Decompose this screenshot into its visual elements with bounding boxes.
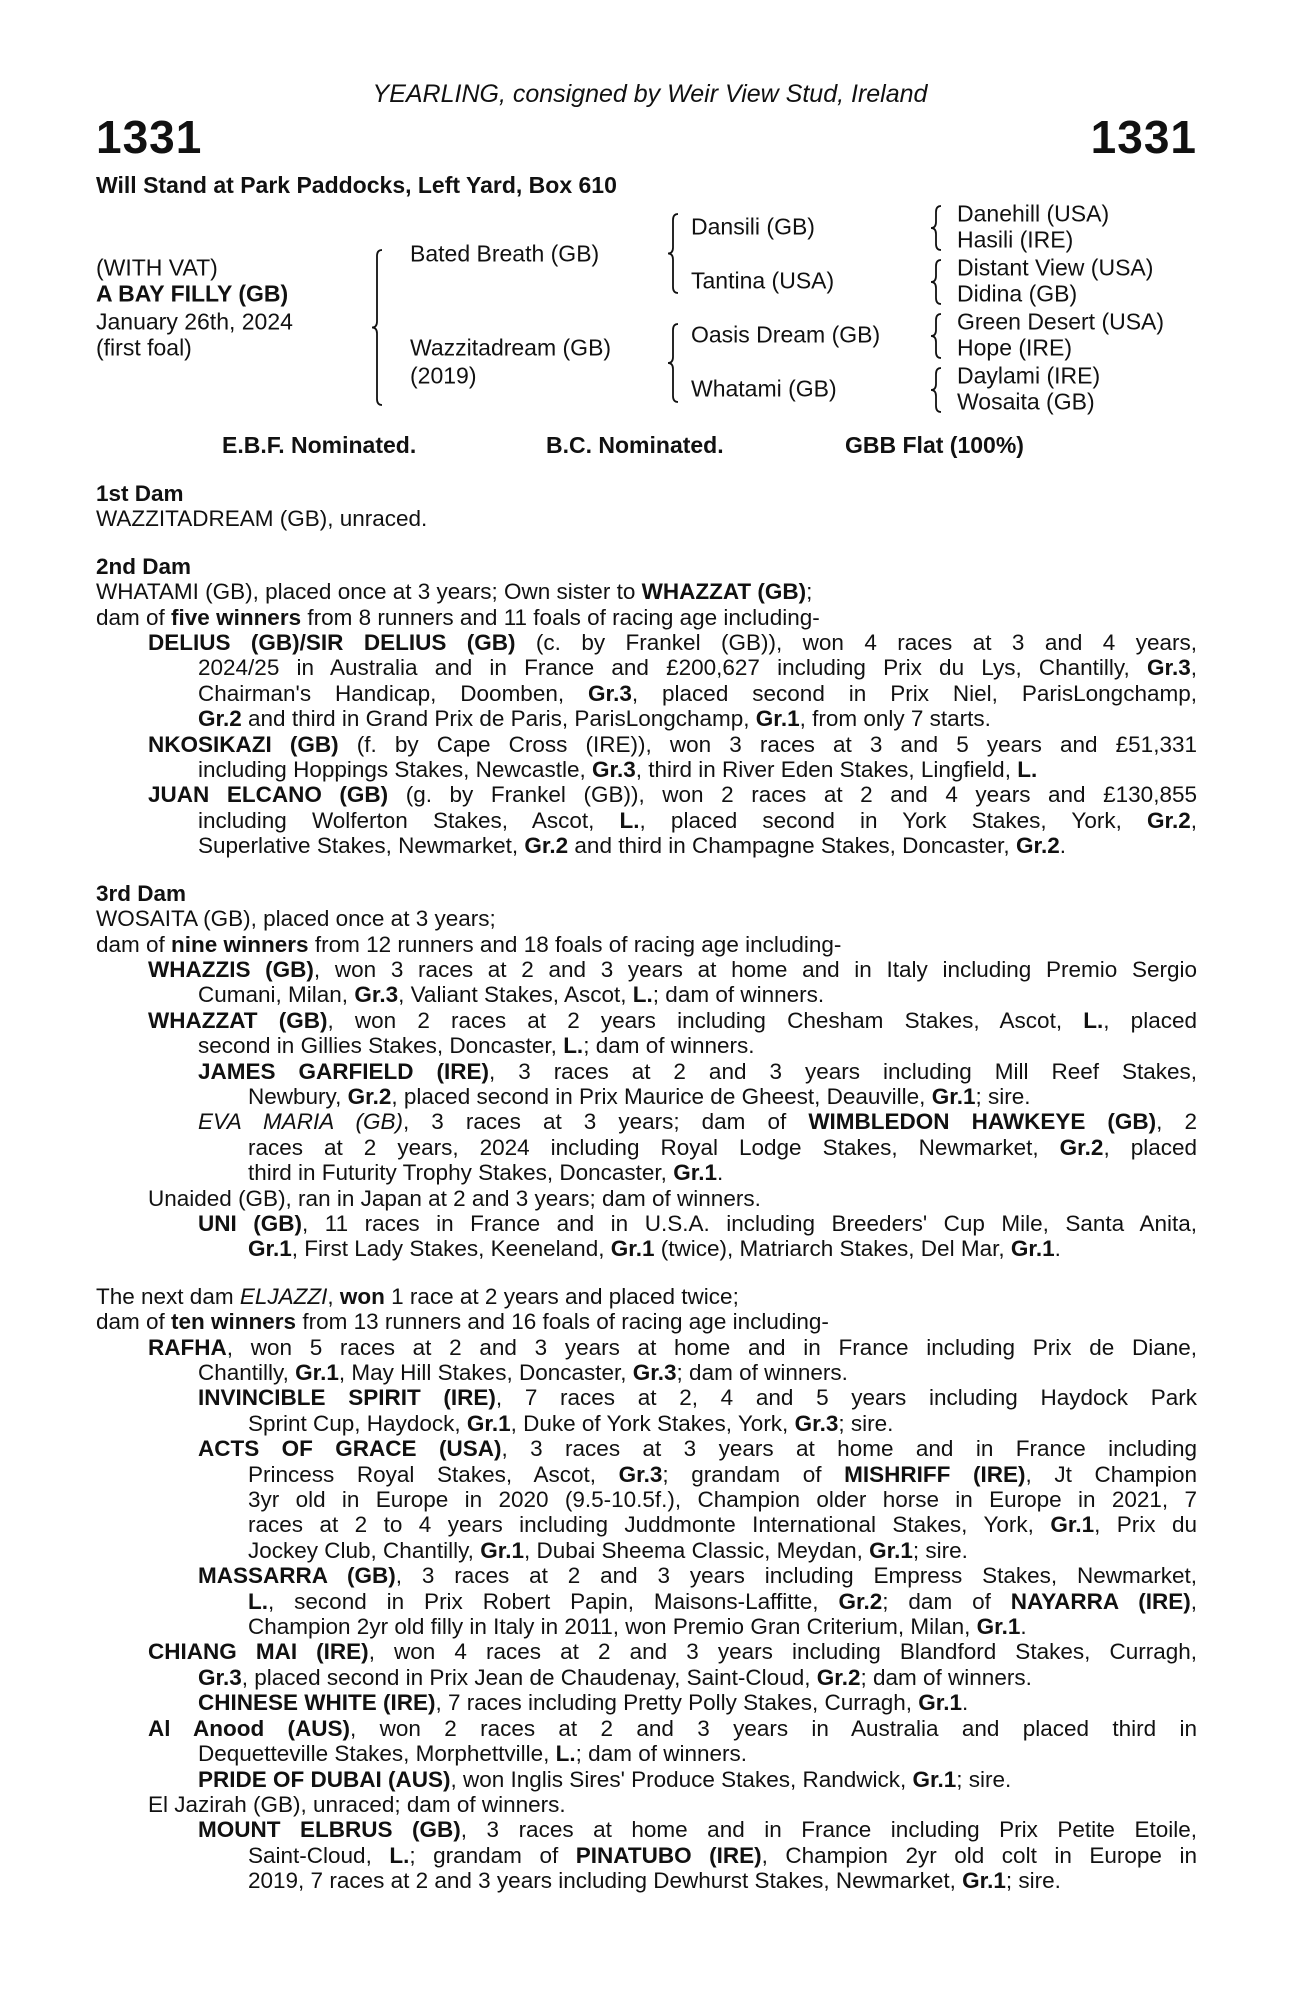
bold-text: Gr.1: [295, 1360, 339, 1385]
bold-text: Gr.2: [838, 1588, 883, 1614]
text-run: Princess Royal Stakes, Ascot,: [248, 1461, 619, 1487]
text-run: ; sire.: [975, 1083, 1031, 1109]
bold-text: won: [339, 1283, 385, 1309]
text-run: .: [1020, 1614, 1027, 1640]
produce-entry: [96, 1792, 1197, 1817]
produce-entry: [96, 630, 1197, 732]
dam-summary: [96, 1284, 1197, 1309]
produce-entry: [96, 782, 1197, 858]
text-run: ; grandam of: [409, 1842, 576, 1868]
lot-number-left: 1331: [96, 111, 203, 163]
bold-text: PINATUBO (IRE): [575, 1842, 762, 1868]
bold-text: ACTS OF GRACE (USA): [198, 1436, 502, 1462]
produce-entry: [96, 1335, 1197, 1386]
bold-text: CHIANG MAI (IRE): [148, 1639, 369, 1665]
bold-text: L.: [1083, 1007, 1104, 1033]
text-run: , 3 races at home and in France including Prix Petite Etoile,: [460, 1817, 1197, 1843]
text-line: [96, 1792, 1197, 1817]
text-run: , Dubai Sheema Classic, Meydan,: [523, 1537, 870, 1563]
brace-icon: [931, 206, 943, 250]
pedigree-dam: Wazzitadream (GB): [410, 334, 612, 361]
text-run: , placed second in Prix Maurice de Gheest, Deauville,: [391, 1083, 932, 1109]
ebf-nomination: E.B.F. Nominated.: [222, 432, 417, 458]
bold-text: L.: [632, 982, 653, 1008]
text-line: [96, 732, 1197, 757]
text-run: ; dam of winners.: [575, 1741, 747, 1767]
horse-name: A BAY FILLY (GB): [96, 280, 289, 307]
pedigree-gen3: Hasili (IRE): [957, 226, 1074, 253]
bold-text: Gr.1: [1010, 1236, 1055, 1262]
text-line: [96, 506, 1197, 531]
text-run: 2019, 7 races at 2 and 3 years including Dewhurst Stakes, Newmarket,: [248, 1868, 963, 1894]
text-line: [96, 655, 1197, 680]
text-line: [96, 1767, 1197, 1792]
text-run: WHATAMI (GB), placed once at 3 years; Own sister to: [96, 579, 642, 605]
text-run: Sprint Cup, Haydock,: [248, 1410, 467, 1436]
bold-text: five winners: [171, 604, 302, 630]
text-run: Chairman's Handicap, Doomben,: [198, 680, 589, 706]
bold-text: Gr.1: [673, 1160, 717, 1186]
text-run: ;: [806, 579, 813, 605]
pedigree-gen2: Dansili (GB): [691, 213, 815, 240]
text-run: , Prix du: [1094, 1512, 1198, 1538]
text-run: ; sire.: [956, 1766, 1012, 1792]
text-run: dam of: [96, 931, 172, 957]
text-run: , Valiant Stakes, Ascot,: [398, 982, 633, 1008]
bold-text: Gr.3: [198, 1664, 242, 1690]
bold-text: WHAZZAT (GB): [641, 579, 807, 605]
text-run: Champion 2yr old filly in Italy in 2011, won Premio Gran Criterium, Milan,: [248, 1614, 977, 1640]
text-run: , won 3 races at 2 and 3 years at home and in Italy including Premio Sergio: [313, 956, 1197, 982]
text-run: , 2: [1156, 1109, 1197, 1135]
text-run: ; dam of winners.: [652, 982, 825, 1008]
bold-text: Gr.1: [918, 1690, 963, 1716]
bold-text: Gr.3: [618, 1461, 663, 1487]
produce-record: [96, 481, 1197, 1916]
text-run: Superlative Stakes, Newmarket,: [198, 833, 525, 859]
text-line: [96, 579, 1197, 604]
produce-entry: [96, 1716, 1197, 1767]
text-line: [96, 1843, 1197, 1868]
text-line: [96, 1160, 1197, 1185]
vat-note: (WITH VAT): [96, 254, 218, 281]
text-run: , second in Prix Robert Papin, Maisons-Laffitte,: [268, 1588, 839, 1614]
text-run: ; sire.: [838, 1410, 894, 1436]
text-line: [96, 1059, 1197, 1084]
bold-text: DELIUS (GB)/SIR DELIUS (GB): [148, 630, 516, 656]
text-run: ,: [1190, 1588, 1197, 1614]
text-run: ; grandam of: [662, 1461, 845, 1487]
text-line: [96, 1360, 1197, 1385]
produce-entry: [96, 1186, 1197, 1211]
text-run: races at 2 years, 2024 including Royal Lodge Stakes, Newmarket,: [248, 1134, 1060, 1160]
dam-summary: [96, 906, 1197, 931]
text-run: Chantilly,: [198, 1360, 296, 1385]
text-run: Unaided (GB), ran in Japan at 2 and 3 years; dam of winners.: [148, 1185, 761, 1211]
produce-entry: [96, 1211, 1197, 1262]
bold-text: Gr.2: [1059, 1134, 1104, 1160]
bold-text: Gr.1: [466, 1410, 511, 1436]
text-run: dam of: [96, 1309, 172, 1335]
text-run: , won 2 races at 2 years including Chesham Stakes, Ascot,: [327, 1007, 1084, 1033]
text-line: [96, 1109, 1197, 1134]
text-line: [96, 1665, 1197, 1690]
text-line: [96, 1741, 1197, 1766]
brace-icon: [668, 214, 680, 293]
bold-text: WHAZZAT (GB): [148, 1007, 328, 1033]
pedigree-gen3: Hope (IRE): [957, 334, 1073, 361]
text-run: Saint-Cloud,: [248, 1842, 390, 1868]
text-line: [96, 782, 1197, 807]
bold-text: Gr.1: [976, 1614, 1021, 1640]
text-line: [96, 1385, 1197, 1410]
text-run: (f. by Cape Cross (IRE)), won 3 races at 3 and 5 years and £51,331: [338, 731, 1197, 757]
bold-text: L.: [563, 1033, 584, 1059]
bold-text: Gr.2: [1146, 807, 1191, 833]
dam-section: [96, 1284, 1197, 1894]
text-run: from 13 runners and 16 foals of racing age including-: [296, 1309, 829, 1335]
text-run: ; sire.: [1005, 1868, 1061, 1894]
text-line: [96, 757, 1197, 782]
text-run: Dequetteville Stakes, Morphettville,: [198, 1741, 556, 1767]
produce-entry: [96, 1563, 1197, 1639]
text-line: [96, 1868, 1197, 1893]
bold-text: Gr.1: [248, 1236, 292, 1262]
text-line: [96, 982, 1197, 1007]
text-run: , First Lady Stakes, Keeneland,: [291, 1236, 611, 1262]
text-run: , 3 races at 2 and 3 years including Empress Stakes, Newmarket,: [395, 1563, 1197, 1589]
bold-text: Gr.1: [610, 1236, 655, 1262]
text-run: races at 2 to 4 years including Juddmonte International Stakes, York,: [248, 1512, 1051, 1538]
bc-nomination: B.C. Nominated.: [546, 432, 724, 458]
text-run: and third in Champagne Stakes, Doncaster,: [568, 833, 1016, 859]
text-line: [96, 1186, 1197, 1211]
dam-summary: [96, 605, 1197, 630]
produce-entry: [96, 1690, 1197, 1715]
bold-text: Gr.2: [198, 706, 242, 732]
text-run: , won 4 races at 2 and 3 years including Blandford Stakes, Curragh,: [368, 1639, 1197, 1665]
text-line: [96, 932, 1197, 957]
text-run: 1 race at 2 years and placed twice;: [384, 1283, 739, 1309]
text-run: .: [962, 1690, 969, 1716]
pedigree-gen3: Daylami (IRE): [957, 362, 1101, 389]
foal-note: (first foal): [96, 334, 192, 361]
text-run: from 8 runners and 11 foals of racing age including-: [301, 604, 820, 630]
text-run: , placed: [1103, 1134, 1197, 1160]
text-run: , placed second in York Stakes, York,: [639, 807, 1147, 833]
bold-text: Gr.1: [912, 1766, 957, 1792]
text-run: ; dam of winners.: [583, 1033, 755, 1059]
italic-text: ELJAZZI: [239, 1283, 328, 1309]
dam-summary: [96, 932, 1197, 957]
text-line: [96, 1335, 1197, 1360]
foaling-date: January 26th, 2024: [96, 308, 293, 335]
text-run: .: [716, 1160, 724, 1186]
pedigree-gen3: Green Desert (USA): [957, 308, 1165, 335]
bold-text: WIMBLEDON HAWKEYE (GB): [808, 1109, 1157, 1135]
stabling-location: Will Stand at Park Paddocks, Left Yard, Box 610: [96, 172, 617, 198]
text-run: , third in River Eden Stakes, Lingfield,: [635, 757, 1018, 783]
bold-text: L.: [619, 807, 640, 833]
text-line: [96, 906, 1197, 931]
text-run: , 3 races at 3 years at home and in France including: [501, 1436, 1197, 1462]
bold-text: ten winners: [171, 1309, 297, 1335]
text-run: WOSAITA (GB), placed once at 3 years;: [96, 906, 496, 932]
bold-text: L.: [555, 1741, 576, 1767]
text-run: second in Gillies Stakes, Doncaster,: [198, 1033, 564, 1059]
bold-text: CHINESE WHITE (IRE): [198, 1690, 436, 1716]
bold-text: Gr.2: [1015, 833, 1060, 859]
dam-section: [96, 554, 1197, 859]
text-line: [96, 1563, 1197, 1588]
produce-entry: [96, 1385, 1197, 1436]
text-line: [96, 681, 1197, 706]
text-run: , placed second in Prix Niel, ParisLongchamp,: [631, 680, 1197, 706]
text-line: [96, 1716, 1197, 1741]
produce-entry: [96, 732, 1197, 783]
produce-entry: [96, 1109, 1197, 1185]
text-line: [96, 1033, 1197, 1058]
brace-icon: [668, 324, 680, 402]
bold-text: Gr.2: [816, 1664, 861, 1690]
bold-text: WHAZZIS (GB): [148, 956, 314, 982]
section-title: 1st Dam: [96, 481, 184, 506]
bold-text: Gr.1: [1050, 1512, 1095, 1538]
dam-summary: [96, 579, 1197, 604]
text-line: [96, 833, 1197, 858]
lot-number-right: 1331: [1090, 111, 1197, 163]
bold-text: nine winners: [171, 931, 309, 957]
bold-text: Gr.3: [1146, 655, 1191, 681]
bold-text: NKOSIKAZI (GB): [148, 731, 339, 757]
text-run: El Jazirah (GB), unraced; dam of winners.: [148, 1791, 566, 1817]
pedigree-gen2: Tantina (USA): [691, 267, 835, 294]
text-run: ; sire.: [912, 1537, 968, 1563]
brace-icon: [931, 368, 943, 412]
text-run: , placed second in Prix Jean de Chaudenay, Saint-Cloud,: [241, 1664, 817, 1690]
bold-text: UNI (GB): [198, 1210, 302, 1236]
text-line: [96, 706, 1197, 731]
text-run: , May Hill Stakes, Doncaster,: [338, 1360, 633, 1385]
text-run: .: [1054, 1236, 1061, 1262]
text-line: [96, 1084, 1197, 1109]
text-run: , 3 races at 3 years; dam of: [402, 1109, 809, 1135]
pedigree-gen3: Danehill (USA): [957, 200, 1110, 227]
text-run: WAZZITADREAM (GB), unraced.: [96, 506, 428, 532]
pedigree-gen2: Whatami (GB): [691, 375, 837, 402]
text-line: [96, 1817, 1197, 1842]
text-line: [96, 957, 1197, 982]
bold-text: NAYARRA (IRE): [1010, 1588, 1191, 1614]
text-run: , 7 races at 2, 4 and 5 years including Haydock Park: [495, 1385, 1197, 1411]
text-run: , won 5 races at 2 and 3 years at home and in France including Prix de Diane,: [226, 1334, 1197, 1360]
text-run: , Champion 2yr old colt in Europe in: [761, 1842, 1197, 1868]
produce-entry: [96, 1008, 1197, 1059]
pedigree-gen3: Didina (GB): [957, 280, 1078, 307]
text-run: ; dam of winners.: [860, 1664, 1032, 1690]
brace-icon: [372, 250, 384, 405]
dam-section: [96, 881, 1197, 1262]
text-run: ; dam of: [882, 1588, 1011, 1614]
pedigree-sire: Bated Breath (GB): [410, 240, 600, 267]
text-run: third in Futurity Trophy Stakes, Doncaster,: [248, 1160, 674, 1186]
text-line: [96, 1436, 1197, 1461]
bold-text: PRIDE OF DUBAI (AUS): [198, 1766, 451, 1792]
text-run: from 12 runners and 18 foals of racing age including-: [308, 931, 842, 957]
text-run: , 11 races in France and in U.S.A. including Breeders' Cup Mile, Santa Anita,: [301, 1210, 1197, 1236]
bold-text: MISHRIFF (IRE): [844, 1461, 1026, 1487]
text-run: , from only 7 starts.: [799, 706, 991, 732]
bold-text: MOUNT ELBRUS (GB): [198, 1817, 461, 1843]
text-run: ,: [1190, 807, 1198, 833]
text-line: [96, 1135, 1197, 1160]
bold-text: MASSARRA (GB): [198, 1563, 396, 1589]
bold-text: Gr.1: [869, 1537, 913, 1563]
text-run: , won 2 races at 2 and 3 years in Australia and placed third in: [350, 1715, 1197, 1741]
bold-text: Gr.1: [931, 1083, 976, 1109]
dam-summary: [96, 506, 1197, 531]
bold-text: L.: [1017, 757, 1038, 783]
pedigree-gen3: Distant View (USA): [957, 254, 1154, 281]
text-line: [96, 1462, 1197, 1487]
text-line: [96, 1236, 1197, 1261]
text-run: , Duke of York Stakes, York,: [510, 1410, 795, 1436]
bold-text: Gr.3: [794, 1410, 839, 1436]
text-run: , placed: [1103, 1007, 1197, 1033]
bold-text: INVINCIBLE SPIRIT (IRE): [198, 1385, 496, 1411]
text-line: [96, 1589, 1197, 1614]
produce-entry: [96, 1059, 1197, 1110]
dam-section: [96, 481, 1197, 532]
bold-text: Al Anood (AUS): [148, 1715, 351, 1741]
brace-icon: [931, 260, 943, 304]
text-run: (g. by Frankel (GB)), won 2 races at 2 and 4 years and £130,855: [388, 782, 1197, 808]
text-line: [96, 1487, 1197, 1512]
bold-text: Gr.2: [524, 833, 569, 859]
text-line: [96, 1690, 1197, 1715]
bold-text: Gr.3: [591, 757, 636, 783]
text-run: 2024/25 in Australia and in France and £200,627 including Prix du Lys, Chantilly,: [198, 655, 1147, 681]
text-run: ; dam of winners.: [676, 1360, 848, 1385]
produce-entry: [96, 1639, 1197, 1690]
text-run: (twice), Matriarch Stakes, Del Mar,: [654, 1236, 1011, 1262]
pedigree-gen3: Wosaita (GB): [957, 388, 1095, 415]
text-run: Jockey Club, Chantilly,: [248, 1537, 481, 1563]
pedigree-dam-year: (2019): [410, 362, 477, 389]
bold-text: L.: [389, 1842, 410, 1868]
pedigree-gen2: Oasis Dream (GB): [691, 321, 881, 348]
text-line: [96, 1211, 1197, 1236]
text-run: including Wolferton Stakes, Ascot,: [198, 807, 620, 833]
dam-summary: [96, 1309, 1197, 1334]
text-run: dam of: [96, 604, 172, 630]
produce-entry: [96, 1817, 1197, 1893]
italic-text: EVA MARIA (GB): [198, 1109, 403, 1135]
text-run: Cumani, Milan,: [198, 982, 355, 1008]
text-line: [96, 1008, 1197, 1033]
bold-text: L.: [248, 1588, 268, 1614]
bold-text: Gr.2: [347, 1083, 392, 1109]
text-run: The next dam: [96, 1283, 240, 1309]
text-run: , 3 races at 2 and 3 years including Mill Reef Stakes,: [488, 1058, 1197, 1084]
catalogue-subtitle: YEARLING, consigned by Weir View Stud, Ireland: [372, 80, 928, 108]
text-run: including Hoppings Stakes, Newcastle,: [198, 757, 592, 783]
text-line: [96, 605, 1197, 630]
text-run: 3yr old in Europe in 2020 (9.5-10.5f.), Champion older horse in Europe in 2021, 7: [248, 1487, 1197, 1513]
text-run: ,: [327, 1283, 340, 1309]
text-run: , won Inglis Sires' Produce Stakes, Randwick,: [450, 1766, 913, 1792]
bold-text: Gr.3: [588, 680, 632, 706]
bold-text: JUAN ELCANO (GB): [148, 782, 389, 808]
bold-text: Gr.3: [632, 1360, 677, 1385]
text-run: (c. by Frankel (GB)), won 4 races at 3 and 4 years,: [515, 630, 1197, 656]
text-line: [96, 808, 1197, 833]
text-run: ,: [1190, 655, 1197, 681]
text-line: [96, 1411, 1197, 1436]
text-run: and third in Grand Prix de Paris, ParisLongchamp,: [241, 706, 756, 732]
text-line: [96, 1512, 1197, 1537]
text-line: [96, 1538, 1197, 1563]
bold-text: Gr.1: [480, 1537, 524, 1563]
text-line: [96, 630, 1197, 655]
produce-entry: [96, 957, 1197, 1008]
produce-entry: [96, 1436, 1197, 1563]
gbb-flat-status: GBB Flat (100%): [845, 432, 1024, 458]
text-line: [96, 1614, 1197, 1639]
section-title: 2nd Dam: [96, 553, 192, 579]
text-line: [96, 1309, 1197, 1334]
text-run: , 7 races including Pretty Polly Stakes, Curragh,: [435, 1690, 919, 1716]
bold-text: Gr.1: [755, 706, 800, 732]
bold-text: JAMES GARFIELD (IRE): [198, 1058, 489, 1084]
bold-text: Gr.1: [962, 1868, 1006, 1894]
text-line: [96, 1284, 1197, 1309]
section-title: 3rd Dam: [96, 880, 187, 906]
text-run: , Jt Champion: [1025, 1461, 1198, 1487]
bold-text: RAFHA: [148, 1334, 227, 1360]
text-run: Newbury,: [248, 1083, 348, 1109]
produce-entry: [96, 1767, 1197, 1792]
text-line: [96, 1639, 1197, 1664]
brace-icon: [931, 314, 943, 358]
bold-text: Gr.3: [354, 982, 399, 1008]
text-run: .: [1059, 833, 1066, 859]
